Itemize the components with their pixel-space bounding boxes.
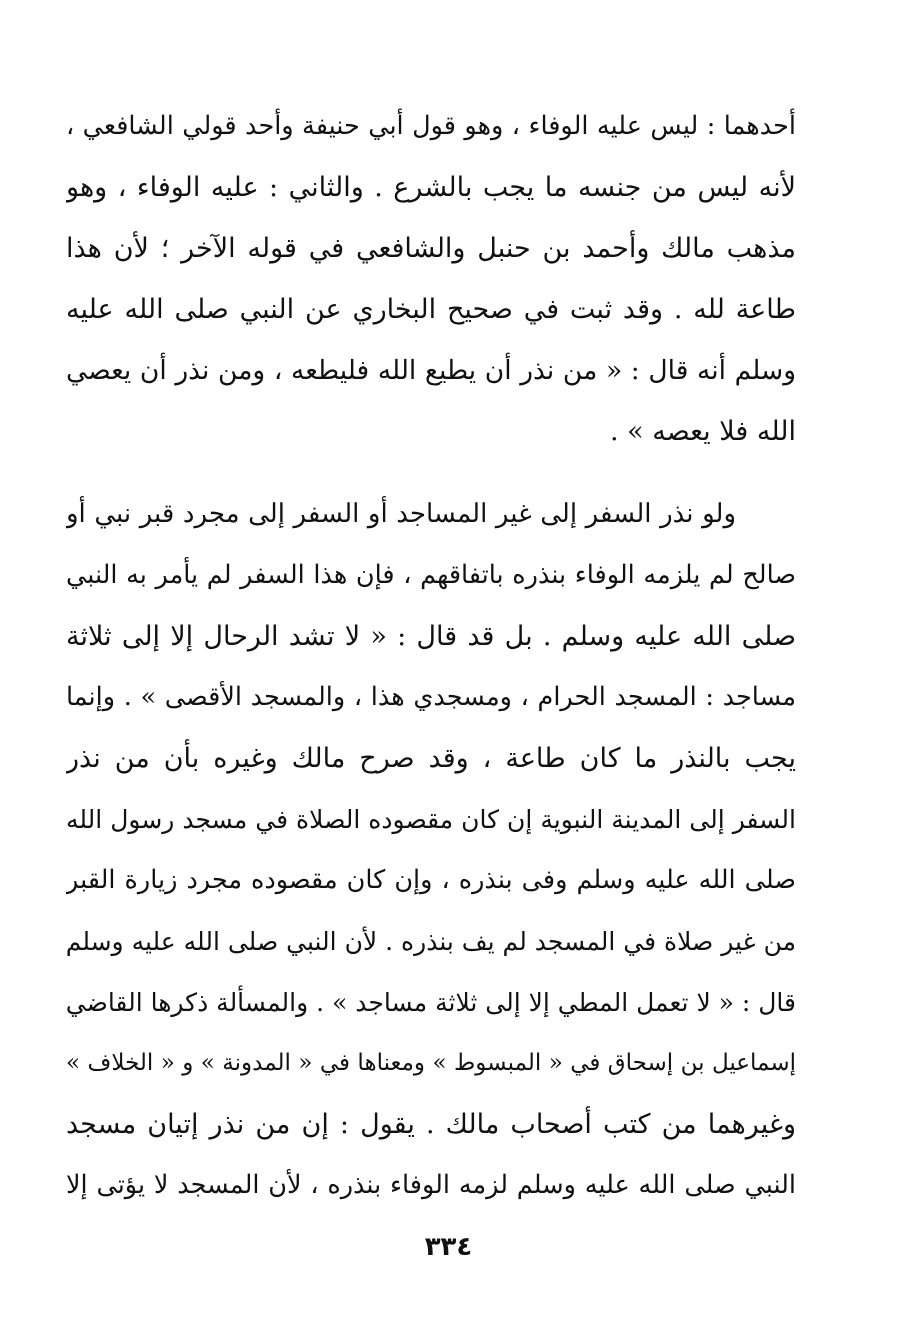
- text-line: إسماعيل بن إسحاق في « المبسوط » ومعناها في « المدونة » و « الخلاف »: [66, 1050, 796, 1076]
- text-line: مساجد : المسجد الحرام ، ومسجدي هذا ، والمسجد الأقصى » . وإنما: [66, 682, 796, 712]
- text-line: وغيرهما من كتب أصحاب مالك . يقول : إن من نذر إتيان مسجد: [66, 1109, 796, 1140]
- text-line: من غير صلاة في المسجد لم يف بنذره . لأن النبي صلى الله عليه وسلم: [66, 927, 796, 956]
- text-line: النبي صلى الله عليه وسلم لزمه الوفاء بنذره ، لأن المسجد لا يؤتى إلا: [66, 1170, 796, 1200]
- text-line: صلى الله عليه وسلم وفى بنذره ، وإن كان مقصوده مجرد زيارة القبر: [66, 865, 796, 895]
- text-line: أحدهما : ليس عليه الوفاء ، وهو قول أبي حنيفة وأحد قولي الشافعي ،: [66, 111, 796, 141]
- text-line: الله فلا يعصه » .: [609, 416, 796, 447]
- text-line: لأنه ليس من جنسه ما يجب بالشرع . والثاني : عليه الوفاء ، وهو: [66, 172, 796, 203]
- text-line: يجب بالنذر ما كان طاعة ، وقد صرح مالك وغيره بأن من نذر: [66, 743, 796, 774]
- text-line: صالح لم يلزمه الوفاء بنذره باتفاقهم ، فإن هذا السفر لم يأمر به النبي: [66, 560, 796, 590]
- text-line: قال : « لا تعمل المطي إلا إلى ثلاثة مساجد » . والمسألة ذكرها القاضي: [66, 988, 796, 1017]
- paragraph-1: [66, 96, 796, 462]
- text-line: السفر إلى المدينة النبوية إن كان مقصوده الصلاة في مسجد رسول الله: [66, 805, 796, 834]
- text-line: وسلم أنه قال : « من نذر أن يطيع الله فليطعه ، ومن نذر أن يعصي: [66, 355, 796, 386]
- text-line: طاعة لله . وقد ثبت في صحيح البخاري عن النبي صلى الله عليه: [66, 294, 796, 325]
- text-line: مذهب مالك وأحمد بن حنبل والشافعي في قوله الآخر ؛ لأن هذا: [66, 233, 796, 264]
- page-number: ٣٣٤: [424, 1232, 473, 1262]
- text-line: ولو نذر السفر إلى غير المساجد أو السفر إلى مجرد قبر نبي أو: [66, 499, 736, 529]
- text-line: صلى الله عليه وسلم . بل قد قال : « لا تشد الرحال إلا إلى ثلاثة: [66, 621, 796, 652]
- paragraph-2: [66, 484, 796, 1216]
